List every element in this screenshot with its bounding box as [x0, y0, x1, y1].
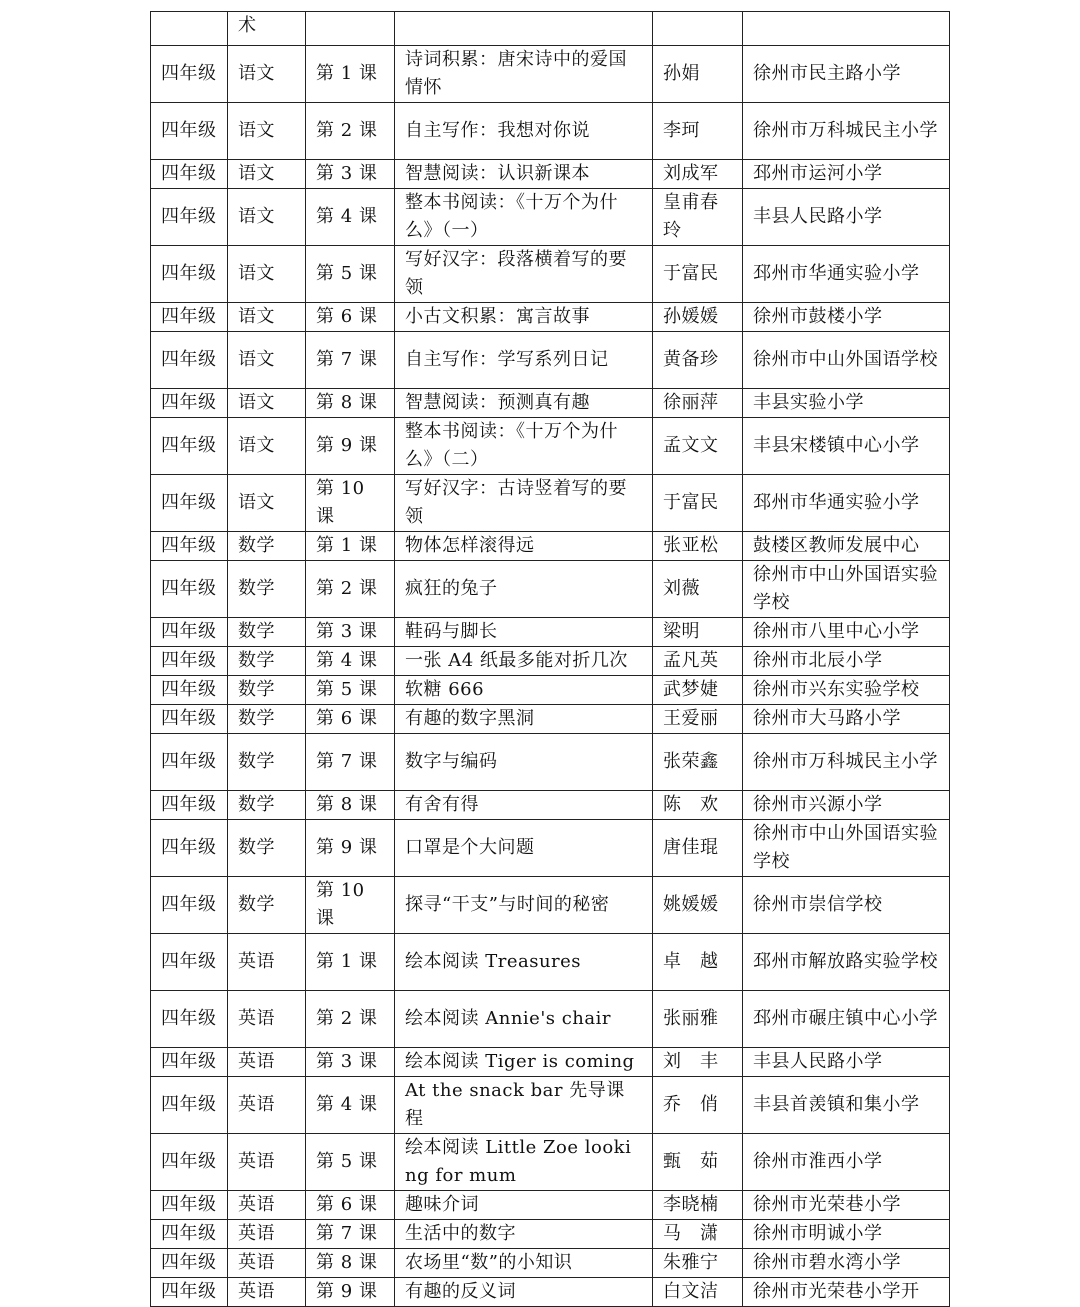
lesson-cell: 第 8 课	[306, 791, 395, 820]
teacher-cell: 刘 丰	[653, 1048, 743, 1077]
topic-cell: 整本书阅读：《十万个为什么》（二）	[395, 418, 653, 475]
teacher-cell: 唐佳琨	[653, 820, 743, 877]
teacher-cell: 徐丽萍	[653, 389, 743, 418]
table-row	[151, 647, 950, 676]
teacher-cell: 孙媛媛	[653, 303, 743, 332]
topic-cell: 生活中的数字	[395, 1220, 653, 1249]
subject-cell: 英语	[228, 1077, 306, 1134]
topic-cell: 有舍有得	[395, 791, 653, 820]
teacher-cell: 白文洁	[653, 1278, 743, 1307]
school-cell: 丰县首羡镇和集小学	[743, 1077, 950, 1134]
lesson-cell: 第 7 课	[306, 734, 395, 791]
grade-cell: 四年级	[151, 820, 228, 877]
subject-cell: 数学	[228, 532, 306, 561]
grade-cell: 四年级	[151, 1134, 228, 1191]
grade-cell: 四年级	[151, 934, 228, 991]
school-cell: 徐州市鼓楼小学	[743, 303, 950, 332]
subject-cell: 语文	[228, 389, 306, 418]
lesson-cell: 第 1 课	[306, 934, 395, 991]
lesson-cell: 第 8 课	[306, 1249, 395, 1278]
grade-cell: 四年级	[151, 647, 228, 676]
topic-cell: 绘本阅读 Little Zoe looking for mum	[395, 1134, 653, 1191]
table-row	[151, 303, 950, 332]
school-cell: 徐州市八里中心小学	[743, 618, 950, 647]
table-row	[151, 1048, 950, 1077]
lesson-cell: 第 4 课	[306, 1077, 395, 1134]
lesson-cell: 第 1 课	[306, 532, 395, 561]
teacher-cell: 王爱丽	[653, 705, 743, 734]
topic-cell: 绘本阅读 Tiger is coming	[395, 1048, 653, 1077]
teacher-cell: 孙娟	[653, 46, 743, 103]
grade-cell: 四年级	[151, 475, 228, 532]
topic-cell: 物体怎样滚得远	[395, 532, 653, 561]
lesson-cell: 第 2 课	[306, 561, 395, 618]
school-cell: 徐州市万科城民主小学	[743, 103, 950, 160]
table-row	[151, 676, 950, 705]
teacher-cell: 皇甫春玲	[653, 189, 743, 246]
lesson-cell: 第 3 课	[306, 1048, 395, 1077]
school-cell: 徐州市兴东实验学校	[743, 676, 950, 705]
lesson-cell: 第 3 课	[306, 618, 395, 647]
teacher-cell: 张亚松	[653, 532, 743, 561]
table-row	[151, 332, 950, 389]
table-row	[151, 991, 950, 1048]
table-row	[151, 1134, 950, 1191]
subject-cell: 语文	[228, 160, 306, 189]
lesson-cell: 第 9 课	[306, 418, 395, 475]
school-cell: 徐州市明诚小学	[743, 1220, 950, 1249]
lesson-cell: 第 9 课	[306, 820, 395, 877]
school-cell: 徐州市中山外国语实验学校	[743, 820, 950, 877]
grade-cell: 四年级	[151, 103, 228, 160]
topic-cell: 写好汉字：古诗竖着写的要领	[395, 475, 653, 532]
lesson-cell: 第 10 课	[306, 475, 395, 532]
lesson-cell: 第 7 课	[306, 1220, 395, 1249]
table-row	[151, 820, 950, 877]
topic-cell: 有趣的数字黑洞	[395, 705, 653, 734]
subject-cell: 数学	[228, 676, 306, 705]
teacher-cell: 黄备珍	[653, 332, 743, 389]
teacher-cell: 姚媛媛	[653, 877, 743, 934]
table-row	[151, 246, 950, 303]
lesson-cell: 第 6 课	[306, 705, 395, 734]
subject-cell: 数学	[228, 877, 306, 934]
teacher-cell: 李晓楠	[653, 1191, 743, 1220]
table-row	[151, 160, 950, 189]
subject-cell: 数学	[228, 820, 306, 877]
table-row	[151, 103, 950, 160]
subject-cell: 语文	[228, 103, 306, 160]
school-cell: 徐州市中山外国语实验学校	[743, 561, 950, 618]
grade-cell: 四年级	[151, 160, 228, 189]
school-cell: 徐州市碧水湾小学	[743, 1249, 950, 1278]
grade-cell: 四年级	[151, 791, 228, 820]
teacher-cell: 孟文文	[653, 418, 743, 475]
school-cell: 徐州市兴源小学	[743, 791, 950, 820]
subject-cell: 英语	[228, 1249, 306, 1278]
table-row	[151, 1077, 950, 1134]
teacher-cell: 刘成军	[653, 160, 743, 189]
lesson-cell	[306, 12, 395, 46]
teacher-cell: 乔 俏	[653, 1077, 743, 1134]
teacher-cell	[653, 12, 743, 46]
grade-cell: 四年级	[151, 1249, 228, 1278]
topic-cell: 数字与编码	[395, 734, 653, 791]
table-row	[151, 705, 950, 734]
lesson-cell: 第 1 课	[306, 46, 395, 103]
topic-cell: 智慧阅读：认识新课本	[395, 160, 653, 189]
lesson-cell: 第 7 课	[306, 332, 395, 389]
topic-cell: 写好汉字：段落横着写的要领	[395, 246, 653, 303]
subject-cell: 英语	[228, 1134, 306, 1191]
school-cell: 徐州市崇信学校	[743, 877, 950, 934]
table-row	[151, 877, 950, 934]
school-cell: 丰县实验小学	[743, 389, 950, 418]
school-cell: 徐州市北辰小学	[743, 647, 950, 676]
school-cell	[743, 12, 950, 46]
topic-cell: 整本书阅读：《十万个为什么》（一）	[395, 189, 653, 246]
lesson-cell: 第 4 课	[306, 189, 395, 246]
school-cell: 徐州市淮西小学	[743, 1134, 950, 1191]
course-schedule-table	[150, 11, 950, 1307]
teacher-cell: 朱雅宁	[653, 1249, 743, 1278]
grade-cell: 四年级	[151, 1278, 228, 1307]
topic-cell: 疯狂的兔子	[395, 561, 653, 618]
grade-cell: 四年级	[151, 1220, 228, 1249]
topic-cell: 自主写作：学写系列日记	[395, 332, 653, 389]
school-cell: 邳州市运河小学	[743, 160, 950, 189]
table-row-continued	[151, 12, 950, 46]
subject-cell: 语文	[228, 189, 306, 246]
subject-cell: 英语	[228, 1278, 306, 1307]
topic-cell: 诗词积累：唐宋诗中的爱国情怀	[395, 46, 653, 103]
subject-cell: 语文	[228, 475, 306, 532]
table-row	[151, 475, 950, 532]
topic-cell: 绘本阅读 Annie's chair	[395, 991, 653, 1048]
table-row	[151, 1278, 950, 1307]
grade-cell: 四年级	[151, 991, 228, 1048]
table-row	[151, 46, 950, 103]
topic-cell: 有趣的反义词	[395, 1278, 653, 1307]
table-row	[151, 561, 950, 618]
grade-cell: 四年级	[151, 618, 228, 647]
teacher-cell: 于富民	[653, 475, 743, 532]
teacher-cell: 孟凡英	[653, 647, 743, 676]
table-row	[151, 1220, 950, 1249]
lesson-cell: 第 5 课	[306, 246, 395, 303]
subject-cell: 语文	[228, 418, 306, 475]
subject-cell: 数学	[228, 647, 306, 676]
topic-cell: 趣味介词	[395, 1191, 653, 1220]
school-cell: 邳州市碾庄镇中心小学	[743, 991, 950, 1048]
teacher-cell: 陈 欢	[653, 791, 743, 820]
topic-cell: 一张 A4 纸最多能对折几次	[395, 647, 653, 676]
grade-cell: 四年级	[151, 877, 228, 934]
lesson-cell: 第 3 课	[306, 160, 395, 189]
school-cell: 徐州市中山外国语学校	[743, 332, 950, 389]
school-cell: 邳州市解放路实验学校	[743, 934, 950, 991]
topic-cell: 探寻“干支”与时间的秘密	[395, 877, 653, 934]
topic-cell: 农场里“数”的小知识	[395, 1249, 653, 1278]
grade-cell: 四年级	[151, 532, 228, 561]
grade-cell: 四年级	[151, 246, 228, 303]
topic-cell: 软糖 666	[395, 676, 653, 705]
table-row	[151, 934, 950, 991]
subject-cell: 数学	[228, 734, 306, 791]
table-row	[151, 532, 950, 561]
subject-cell: 英语	[228, 991, 306, 1048]
table-row	[151, 1249, 950, 1278]
lesson-cell: 第 8 课	[306, 389, 395, 418]
topic-cell	[395, 12, 653, 46]
subject-cell: 数学	[228, 618, 306, 647]
lesson-cell: 第 5 课	[306, 676, 395, 705]
lesson-cell: 第 4 课	[306, 647, 395, 676]
lesson-cell: 第 5 课	[306, 1134, 395, 1191]
grade-cell: 四年级	[151, 561, 228, 618]
teacher-cell: 卓 越	[653, 934, 743, 991]
subject-cell: 术	[228, 12, 306, 46]
lesson-cell: 第 2 课	[306, 991, 395, 1048]
school-cell: 丰县人民路小学	[743, 1048, 950, 1077]
lesson-cell: 第 9 课	[306, 1278, 395, 1307]
table-row	[151, 418, 950, 475]
grade-cell: 四年级	[151, 705, 228, 734]
teacher-cell: 甄 茹	[653, 1134, 743, 1191]
topic-cell: 智慧阅读：预测真有趣	[395, 389, 653, 418]
lesson-cell: 第 6 课	[306, 1191, 395, 1220]
topic-cell: 鞋码与脚长	[395, 618, 653, 647]
school-cell: 徐州市民主路小学	[743, 46, 950, 103]
subject-cell: 语文	[228, 303, 306, 332]
subject-cell: 英语	[228, 1220, 306, 1249]
table-row	[151, 791, 950, 820]
school-cell: 徐州市光荣巷小学	[743, 1191, 950, 1220]
table-row	[151, 734, 950, 791]
table-row	[151, 618, 950, 647]
topic-cell: 小古文积累：寓言故事	[395, 303, 653, 332]
subject-cell: 英语	[228, 1048, 306, 1077]
school-cell: 徐州市万科城民主小学	[743, 734, 950, 791]
subject-cell: 数学	[228, 791, 306, 820]
school-cell: 丰县人民路小学	[743, 189, 950, 246]
lesson-cell: 第 6 课	[306, 303, 395, 332]
teacher-cell: 武梦婕	[653, 676, 743, 705]
school-cell: 邳州市华通实验小学	[743, 246, 950, 303]
grade-cell: 四年级	[151, 389, 228, 418]
topic-cell: 口罩是个大问题	[395, 820, 653, 877]
teacher-cell: 刘薇	[653, 561, 743, 618]
subject-cell: 语文	[228, 332, 306, 389]
table-row	[151, 1191, 950, 1220]
teacher-cell: 张丽雅	[653, 991, 743, 1048]
topic-cell: 绘本阅读 Treasures	[395, 934, 653, 991]
grade-cell: 四年级	[151, 734, 228, 791]
subject-cell: 语文	[228, 46, 306, 103]
lesson-cell: 第 10 课	[306, 877, 395, 934]
grade-cell: 四年级	[151, 1077, 228, 1134]
table-row	[151, 189, 950, 246]
grade-cell: 四年级	[151, 1048, 228, 1077]
teacher-cell: 于富民	[653, 246, 743, 303]
school-cell: 徐州市光荣巷小学开	[743, 1278, 950, 1307]
topic-cell: At the snack bar 先导课程	[395, 1077, 653, 1134]
grade-cell: 四年级	[151, 1191, 228, 1220]
school-cell: 邳州市华通实验小学	[743, 475, 950, 532]
subject-cell: 英语	[228, 1191, 306, 1220]
school-cell: 鼓楼区教师发展中心	[743, 532, 950, 561]
subject-cell: 英语	[228, 934, 306, 991]
grade-cell: 四年级	[151, 189, 228, 246]
teacher-cell: 梁明	[653, 618, 743, 647]
grade-cell: 四年级	[151, 418, 228, 475]
subject-cell: 数学	[228, 561, 306, 618]
grade-cell	[151, 12, 228, 46]
topic-cell: 自主写作：我想对你说	[395, 103, 653, 160]
grade-cell: 四年级	[151, 332, 228, 389]
school-cell: 徐州市大马路小学	[743, 705, 950, 734]
school-cell: 丰县宋楼镇中心小学	[743, 418, 950, 475]
teacher-cell: 李珂	[653, 103, 743, 160]
teacher-cell: 马 潇	[653, 1220, 743, 1249]
grade-cell: 四年级	[151, 303, 228, 332]
teacher-cell: 张荣鑫	[653, 734, 743, 791]
grade-cell: 四年级	[151, 46, 228, 103]
table-row	[151, 389, 950, 418]
subject-cell: 语文	[228, 246, 306, 303]
lesson-cell: 第 2 课	[306, 103, 395, 160]
subject-cell: 数学	[228, 705, 306, 734]
grade-cell: 四年级	[151, 676, 228, 705]
